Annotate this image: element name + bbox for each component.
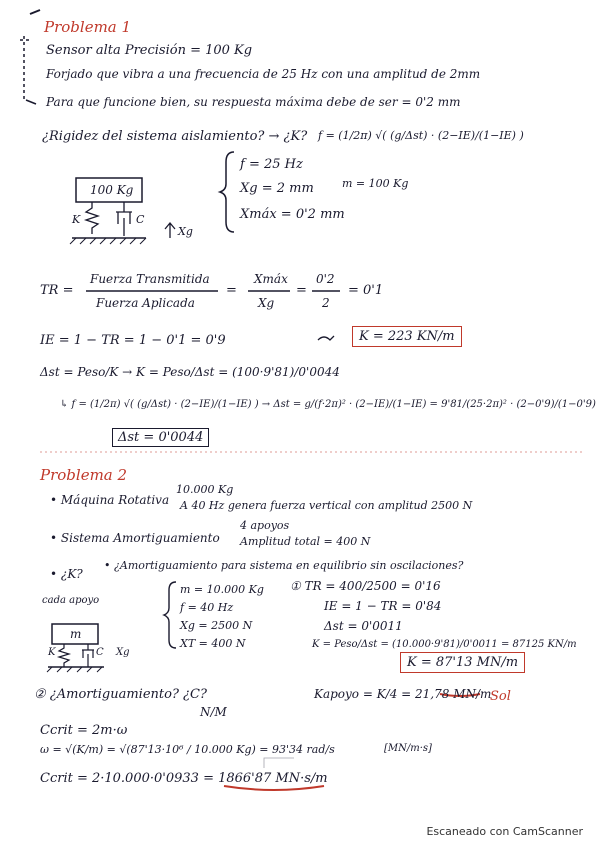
- p1-line-respuesta: Para que funcione bien, su respuesta máxima debe de ser = 0'2 mm: [46, 95, 461, 109]
- p1-derive-line: ↳ f = (1/2π) √( (g/Δst) · (2−IE)/(1−IE) ) → Δst = g/(f·2π)² · (2−IE)/(1−IE) = 9'81/(25·2π)² · (2−0'9)/(1−0'9): [60, 399, 596, 410]
- p2-units-tail: [MN/m·s]: [384, 743, 432, 754]
- p2-k-result: K = 87'13 MN/m: [400, 652, 525, 673]
- p1-data-xg: Xg = 2 mm: [240, 181, 314, 196]
- p2-data-f: f = 40 Hz: [180, 601, 234, 614]
- p2-step1-k: K = Peso/Δst = (10.000·9'81)/0'0011 = 87125 KN/m: [312, 639, 577, 650]
- p2-data-xt: XT = 400 N: [180, 637, 246, 650]
- p2-per-apoyo: cada apoyo: [42, 595, 100, 606]
- p1-tr-result: = 0'1: [348, 283, 384, 298]
- problem2-title: Problema 2: [40, 466, 128, 484]
- p1-tr-den3: 2: [322, 296, 330, 310]
- p2-line2b: 4 apoyos: [240, 519, 290, 532]
- p2-kapoyo: Kapoyo = K/4 = 21,78 MN/m: [314, 687, 492, 701]
- p1-tr-den: Fuerza Aplicada: [96, 296, 195, 310]
- p2-line3b: • ¿Amortiguamiento para sistema en equilibrio sin oscilaciones?: [104, 559, 464, 572]
- p1-ie-line: IE = 1 − TR = 1 − 0'1 = 0'9: [40, 333, 226, 348]
- p1-line-sensor: Sensor alta Precisión = 100 Kg: [46, 43, 253, 58]
- p1-data-xmax: Xmáx = 0'2 mm: [240, 207, 345, 222]
- p2-ccrit1: Ccrit = 2m·ω: [40, 723, 128, 738]
- p2-data-xg: Xg = 2500 N: [180, 619, 253, 632]
- p2-diagram-c: C: [96, 647, 104, 658]
- p1-f-formula: f = (1/2π) √( (g/Δst) · (2−IE)/(1−IE) ): [318, 129, 524, 142]
- p2-line2a: • Sistema Amortiguamiento: [50, 531, 220, 545]
- p1-data-f: f = 25 Hz: [240, 157, 303, 172]
- p2-units-note: N/M: [200, 705, 227, 719]
- p1-diagram-k: K: [72, 213, 81, 226]
- p1-tr-left: TR =: [40, 283, 74, 298]
- p2-step1-ie: IE = 1 − TR = 0'84: [324, 599, 442, 613]
- p1-line-forjado: Forjado que vibra a una frecuencia de 25 Hz con una amplitud de 2mm: [46, 67, 481, 81]
- p1-line-question: ¿Rigidez del sistema aislamiento? → ¿K?: [42, 129, 308, 144]
- p2-ccrit3: Ccrit = 2·10.000·0'0933 = 1866'87 MN·s/m: [40, 771, 328, 786]
- p2-line2c: Amplitud total = 400 N: [240, 535, 371, 548]
- p1-tr-num3: 0'2: [316, 272, 335, 286]
- p2-diagram-xg: Xg: [116, 647, 130, 658]
- problem1-title: Problema 1: [44, 18, 132, 36]
- p2-step1-tr: ① TR = 400/2500 = 0'16: [290, 579, 441, 593]
- p2-line1a: • Máquina Rotativa: [50, 493, 170, 507]
- p2-data-m: m = 10.000 Kg: [180, 583, 264, 596]
- p1-k-result: K = 223 KN/m: [352, 326, 462, 347]
- p2-sol: Sol: [490, 689, 511, 704]
- p2-line3a: • ¿K?: [50, 567, 83, 581]
- scanner-footer: Escaneado con CamScanner: [426, 825, 583, 838]
- p1-tr-den2: Xg: [258, 296, 275, 310]
- p1-diagram-mass: 100 Kg: [90, 183, 134, 197]
- p1-mass-note: m = 100 Kg: [342, 177, 409, 190]
- p1-diagram-c: C: [136, 213, 145, 226]
- p1-tr-num: Fuerza Transmitida: [90, 272, 210, 286]
- p2-diagram-k: K: [48, 647, 56, 658]
- p1-dst-result: Δst = 0'0044: [112, 428, 209, 447]
- p1-diagram-xg: Xg: [178, 225, 193, 238]
- p2-line1c: A 40 Hz genera fuerza vertical con amplitud 2500 N: [180, 499, 473, 512]
- p2-diagram-m: m: [70, 627, 82, 641]
- p1-tr-num2: Xmáx: [254, 272, 288, 286]
- p2-line1b: 10.000 Kg: [176, 483, 234, 496]
- p1-tr-eq: =: [226, 283, 237, 298]
- p1-dst-line: Δst = Peso/K → K = Peso/Δst = (100·9'81)/0'0044: [40, 365, 340, 379]
- p2-step2-title: ② ¿Amortiguamiento? ¿C?: [34, 687, 207, 702]
- p2-step1-dst: Δst = 0'0011: [324, 619, 403, 633]
- p1-tr-eq2: =: [296, 283, 307, 298]
- p2-ccrit2: ω = √(K/m) = √(87'13·10⁶ / 10.000 Kg) = 93'34 rad/s: [40, 743, 335, 756]
